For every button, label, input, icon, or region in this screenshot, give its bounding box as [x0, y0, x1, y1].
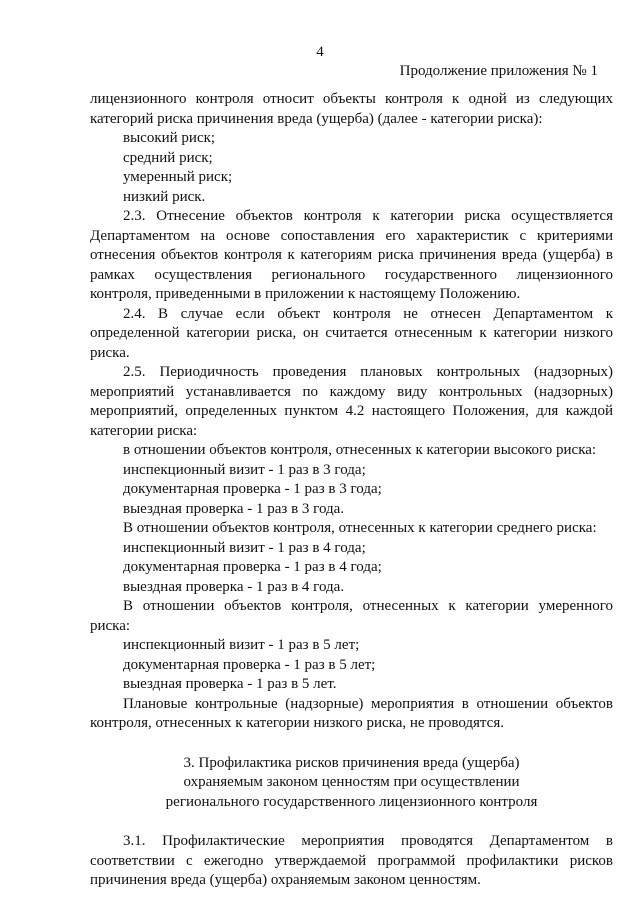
- page-number: 4: [316, 44, 324, 60]
- moderate-risk-heading: В отношении объектов контроля, отнесенных к категории умеренного: [123, 598, 613, 614]
- section-3-heading: [90, 754, 613, 813]
- paragraph-2-5-line: мероприятий, определенных пунктом 4.2 настоящего Положения, для каждой: [90, 403, 613, 419]
- paragraph-2-4-line: определенной категории риска, он считается отнесенным к категории низкого: [90, 325, 613, 341]
- risk-category-item: низкий риск.: [123, 188, 206, 205]
- inspection-frequency-item: документарная проверка - 1 раз в 4 года;: [123, 559, 382, 575]
- inspection-frequency-item: выездная проверка - 1 раз в 3 года.: [123, 500, 345, 517]
- section-heading-line: регионального государственного лицензионного контроля: [165, 793, 538, 810]
- paragraph-2-4-line: риска.: [90, 344, 130, 361]
- paragraph-3-1-line: причинения вреда (ущерба) охраняемым законом ценностям.: [90, 872, 481, 888]
- paragraph-2-4-line: 2.4. В случае если объект контроля не отнесен Департаментом к: [123, 305, 613, 322]
- section-heading-line: 3. Профилактика рисков причинения вреда (ущерба): [183, 754, 520, 771]
- paragraph-2-3-line: Департаментом на основе сопоставления его характеристик с критериями: [90, 227, 613, 244]
- inspection-frequency-item: инспекционный визит - 1 раз в 3 года;: [123, 461, 366, 478]
- paragraph-2-3-line: 2.3. Отнесение объектов контроля к категории риска осуществляется: [123, 208, 613, 224]
- paragraph-2-3-line: контроля, приведенными в приложении к настоящему Положению.: [90, 286, 521, 302]
- section-heading-line: охраняемым законом ценностям при осуществлении: [183, 774, 520, 790]
- paragraph-3-1-line: соответствии с ежегодно утверждаемой программой профилактики рисков: [90, 852, 613, 869]
- paragraph-3-1-line: 3.1. Профилактические мероприятия проводятся Департаментом в: [123, 833, 613, 849]
- inspection-frequency-item: документарная проверка - 1 раз в 5 лет;: [123, 656, 376, 673]
- text-line: категорий риска причинения вреда (ущерба) (далее - категории риска):: [90, 110, 543, 127]
- inspection-frequency-item: инспекционный визит - 1 раз в 5 лет;: [123, 637, 360, 653]
- inspection-frequency-item: документарная проверка - 1 раз в 3 года;: [123, 481, 382, 497]
- low-risk-note-line: контроля, отнесенных к категории низкого риска, не проводятся.: [90, 715, 504, 731]
- medium-risk-heading: В отношении объектов контроля, отнесенных к категории среднего риска:: [123, 520, 597, 536]
- risk-category-item: средний риск;: [123, 149, 213, 166]
- inspection-frequency-item: инспекционный визит - 1 раз в 4 года;: [123, 539, 366, 556]
- paragraph-2-5-line: мероприятий устанавливается по каждому виду контрольных (надзорных): [90, 383, 613, 400]
- paragraph-2-5-line: категории риска:: [90, 422, 198, 439]
- paragraph-2-3-line: рамках осуществления регионального государственного лицензионного: [90, 266, 613, 283]
- risk-category-item: умеренный риск;: [123, 169, 233, 185]
- text-line: лицензионного контроля относит объекты контроля к одной из следующих: [90, 91, 613, 107]
- document-body: [90, 90, 613, 891]
- risk-category-item: высокий риск;: [123, 130, 216, 146]
- low-risk-note-line: Плановые контрольные (надзорные) мероприятия в отношении объектов: [123, 695, 613, 712]
- paragraph-2-5-line: 2.5. Периодичность проведения плановых контрольных (надзорных): [123, 364, 613, 380]
- appendix-continuation-label: Продолжение приложения № 1: [399, 63, 598, 79]
- moderate-risk-heading: риска:: [90, 617, 131, 634]
- paragraph-2-3-line: отнесения объектов контроля к категориям риска причинения вреда (ущерба) в: [90, 247, 613, 263]
- inspection-frequency-item: выездная проверка - 1 раз в 5 лет.: [123, 676, 337, 692]
- inspection-frequency-item: выездная проверка - 1 раз в 4 года.: [123, 578, 345, 595]
- high-risk-heading: в отношении объектов контроля, отнесенных к категории высокого риска:: [123, 442, 597, 458]
